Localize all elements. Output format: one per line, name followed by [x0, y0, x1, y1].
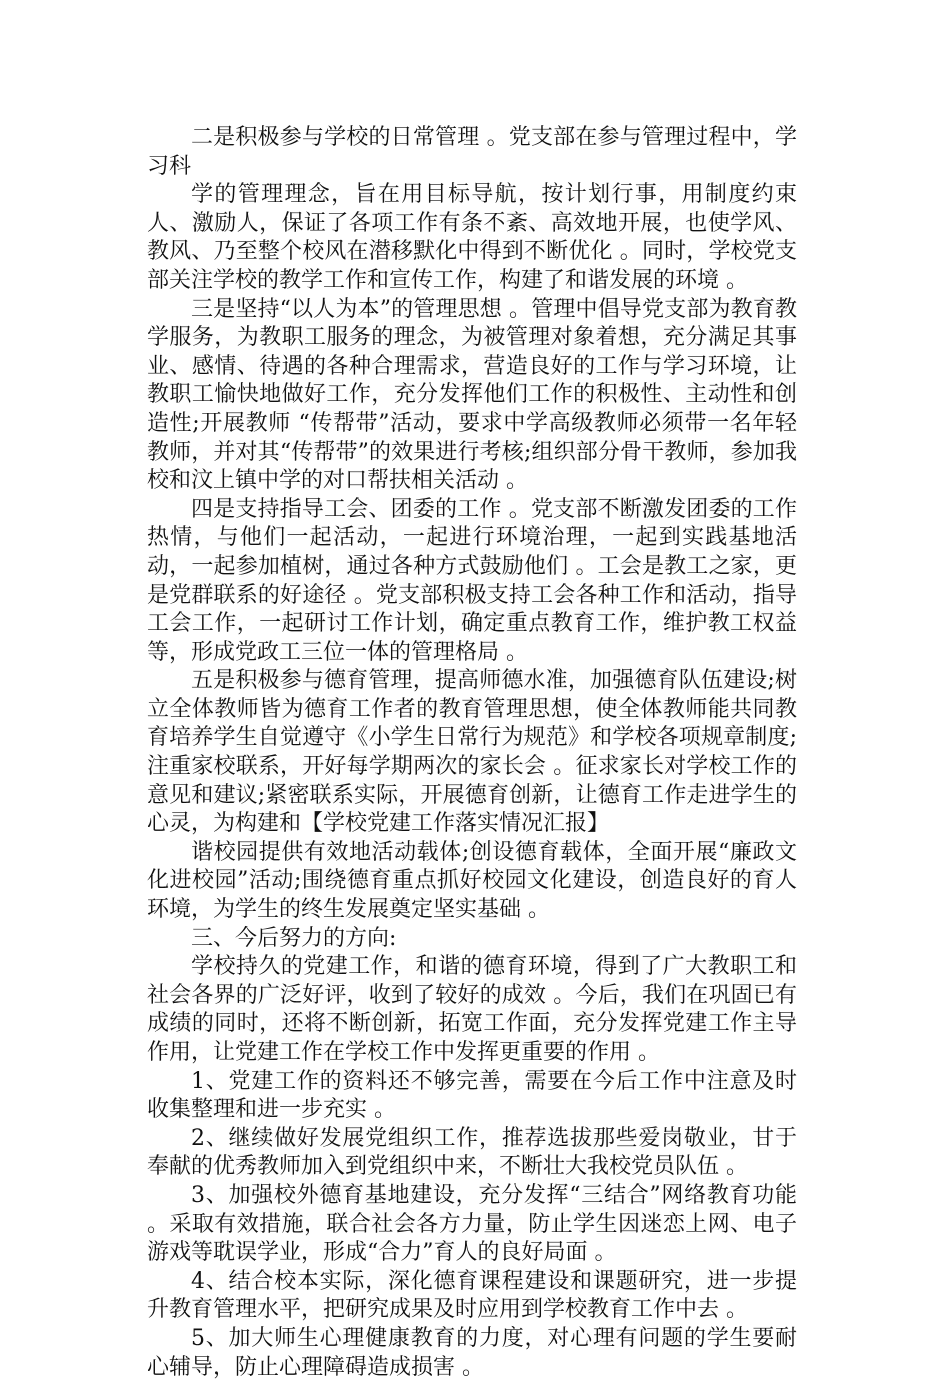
- list-item-2: 2、继续做好发展党组织工作，推荐选拔那些爱岗敬业，甘于奉献的优秀教师加入到党组织中来，不断壮大我校党员队伍 。: [147, 1125, 797, 1180]
- list-item-4: 4、结合校本实际，深化德育课程建设和课题研究，进一步提升教育管理水平，把研究成果及时应用到学校教育工作中去 。: [147, 1268, 797, 1323]
- section-heading-future-direction: 三、今后努力的方向:: [191, 925, 397, 951]
- document-body: [147, 124, 797, 1382]
- paragraph-participate-management: 二是积极参与学校的日常管理 。党支部在参与管理过程中，学习科: [147, 125, 797, 179]
- list-item-3: 3、加强校外德育基地建设，充分发挥“三结合”网络教育功能 。采取有效措施，联合社会各方力量，防止学生因迷恋上网、电子游戏等耽误学业，形成“合力”育人的良好局面 。: [147, 1182, 797, 1266]
- paragraph-management-concept: 学的管理理念，旨在用目标导航，按计划行事，用制度约束人、激励人，保证了各项工作有条不紊、高效地开展，也使学风、教风、乃至整个校风在潜移默化中得到不断优化 。同时，学校党支部关注学校的教学工作和宣传工作，构建了和谐发展的环境 。: [147, 182, 797, 293]
- list-item-5: 5、加大师生心理健康教育的力度，对心理有问题的学生要耐心辅导，防止心理障碍造成损害 。: [147, 1325, 797, 1380]
- list-item-1: 1、党建工作的资料还不够完善，需要在今后工作中注意及时收集整理和进一步充实 。: [147, 1068, 797, 1123]
- paragraph-harmonious-campus: 谐校园提供有效地活动载体;创设德育载体，全面开展“廉政文化进校园”活动;围绕德育重点抓好校园文化建设，创造良好的育人环境，为学生的终生发展奠定坚实基础 。: [147, 839, 797, 923]
- paragraph-union-league: 四是支持指导工会、团委的工作 。党支部不断激发团委的工作热情，与他们一起活动，一起进行环境治理，一起到实践基地活动，一起参加植树，通过各种方式鼓励他们 。工会是教工之家，更是党群联系的好途径 。党支部积极支持工会各种工作和活动，指导工会工作，一起研讨工作计划，确定重点教育工作，维护教工权益等，形成党政工三位一体的管理格局 。: [147, 496, 797, 665]
- paragraph-people-oriented: 三是坚持“以人为本”的管理思想 。管理中倡导党支部为教育教学服务，为教职工服务的理念，为被管理对象着想，充分满足其事业、感情、待遇的各种合理需求，营造良好的工作与学习环境，让教职工愉快地做好工作，充分发挥他们工作的积极性、主动性和创造性;开展教师 “传帮带”活动，要求中学高级教师必须带一名年轻教师，并对其“传帮带”的效果进行考核;组织部分骨干教师，参加我校和汶上镇中学的对口帮扶相关活动 。: [147, 296, 797, 494]
- paragraph-moral-education: 五是积极参与德育管理，提高师德水准，加强德育队伍建设;树立全体教师皆为德育工作者的教育管理思想，使全体教师能共同教育培养学生自觉遵守《小学生日常行为规范》和学校各项规章制度;注重家校联系，开好每学期两次的家长会 。征求家长对学校工作的意见和建议;紧密联系实际，开展德育创新，让德育工作走进学生的心灵，为构建和【学校党建工作落实情况汇报】: [147, 668, 797, 837]
- paragraph-future-overview: 学校持久的党建工作，和谐的德育环境，得到了广大教职工和社会各界的广泛好评，收到了较好的成效 。今后，我们在巩固已有成绩的同时，还将不断创新，拓宽工作面，充分发挥党建工作主导作用，让党建工作在学校工作中发挥更重要的作用 。: [147, 954, 797, 1065]
